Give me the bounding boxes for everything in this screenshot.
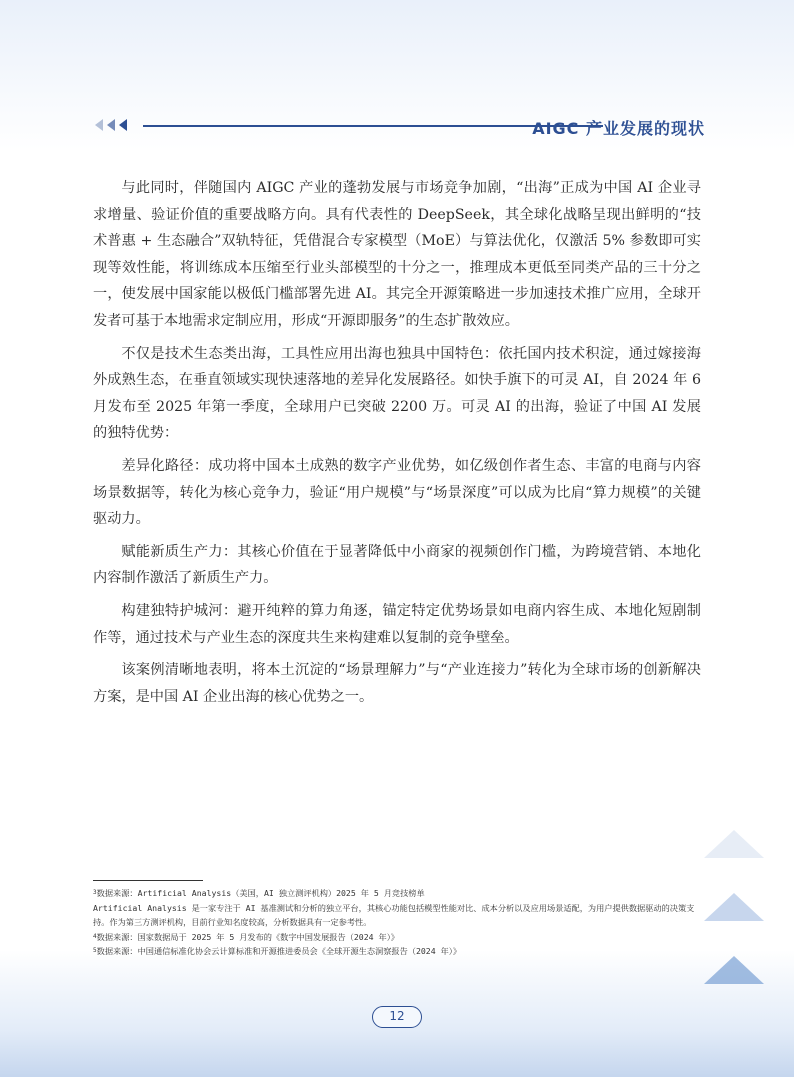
section-title: AIGC 产业发展的现状 xyxy=(532,119,705,138)
footnote-item xyxy=(93,930,705,945)
chevron-left-icon xyxy=(95,119,103,131)
footnote-text: 数据来源：中国通信标准化协会云计算标准和开源推进委员会《全球开源生态洞察报告（2024 年）》 xyxy=(96,946,462,956)
footnote-text: 数据来源：国家数据局于 2025 年 5 月发布的《数字中国发展报告（2024 年）》 xyxy=(96,931,399,942)
footnote-item xyxy=(93,886,705,901)
footnotes xyxy=(93,880,705,959)
footnote-number: 3 xyxy=(93,889,97,896)
paragraph: 赋能新质生产力：其核心价值在于显著降低中小商家的视频创作门槛，为跨境营销、本地化内容制作激活了新质生产力。 xyxy=(93,543,701,587)
footnote-text: Artificial Analysis 是一家专注于 AI 基准测试和分析的独立平台，其核心功能包括模型性能对比、成本分析以及应用场景适配，为用户提供数据驱动的决策支持。作为第三方测评机构，目前行业知名度较高，分析数据具有一定参考性。 xyxy=(93,902,695,927)
triangle-decoration-icon xyxy=(704,956,764,984)
chevron-left-icon xyxy=(107,119,115,131)
footnote-item xyxy=(93,944,705,959)
paragraph: 差异化路径：成功将中国本土成熟的数字产业优势，如亿级创作者生态、丰富的电商与内容场景数据等，转化为核心竞争力，验证“用户规模”与“场景深度”可以成为比肩“算力规模”的关键驱动力。 xyxy=(93,457,701,528)
page-number: 12 xyxy=(372,1006,422,1028)
footnote-number: 4 xyxy=(93,932,97,940)
paragraph: 不仅是技术生态类出海，工具性应用出海也独具中国特色：依托国内技术积淀，通过嫁接海外成熟生态，在垂直领域实现快速落地的差异化发展路径。如快手旗下的可灵 AI，自 2024 年 6 月发布至 2025 年第一季度，全球用户已突破 2200 万。可灵 AI 的出海，验证了中国 AI 发展的独特优势： xyxy=(93,345,701,442)
paragraph: 与此同时，伴随国内 AIGC 产业的蓬勃发展与市场竞争加剧，“出海”正成为中国 AI 企业寻求增量、验证价值的重要战略方向。具有代表性的 DeepSeek，其全球化战略呈现出鲜明的“技术普惠 + 生态融合”双轨特征，凭借混合专家模型（MoE）与算法优化，仅激活 5% 参数即可实现等效性能，将训练成本压缩至行业头部模型的十分之一，推理成本更低至同类产品的三十分之一，使发展中国家能以极低门槛部署先进 AI。其完全开源策略进一步加速技术推广应用，全球开发者可基于本地需求定制应用，形成“开源即服务”的生态扩散效应。 xyxy=(93,180,701,329)
page-header xyxy=(95,116,705,138)
body-text xyxy=(93,175,701,716)
paragraph: 构建独特护城河：避开纯粹的算力角逐，锚定特定优势场景如电商内容生成、本地化短剧制作等，通过技术与产业生态的深度共生来构建难以复制的竞争壁垒。 xyxy=(93,602,701,646)
footnote-number: 5 xyxy=(93,947,97,954)
chevron-left-icon xyxy=(119,119,127,131)
triangle-decoration-icon xyxy=(704,893,764,921)
paragraph: 该案例清晰地表明，将本土沉淀的“场景理解力”与“产业连接力”转化为全球市场的创新解决方案，是中国 AI 企业出海的核心优势之一。 xyxy=(93,662,701,705)
chevron-left-icon xyxy=(95,119,127,133)
triangle-decoration-icon xyxy=(704,830,764,858)
footnote-divider xyxy=(93,880,203,881)
footnote-text: 数据来源：Artificial Analysis（美国，AI 独立测评机构）2025 年 5 月竞技榜单 xyxy=(96,888,425,898)
footnote-item xyxy=(93,901,705,930)
